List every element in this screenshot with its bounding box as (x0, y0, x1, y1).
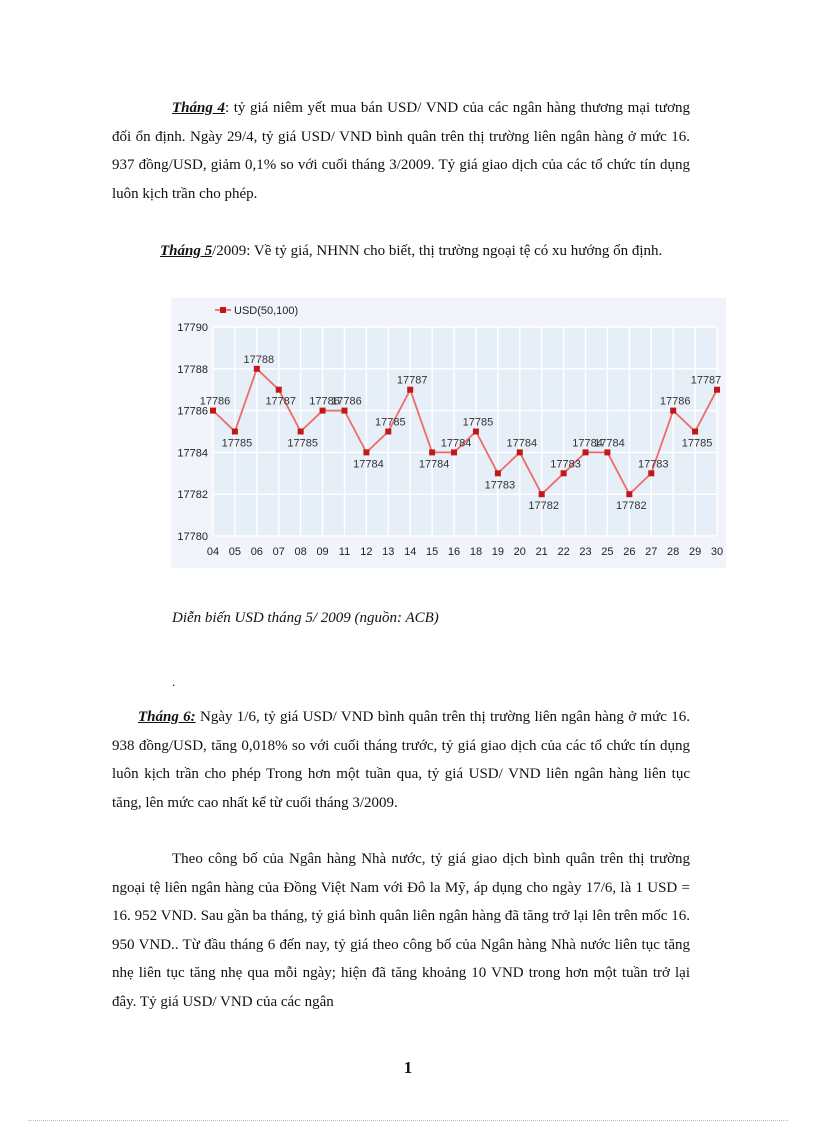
data-point-16 (561, 470, 567, 476)
y-tick-label-1: 17782 (177, 489, 208, 502)
data-label-1: 17785 (221, 437, 253, 450)
data-point-2 (254, 366, 260, 372)
data-label-18: 17784 (594, 437, 625, 450)
data-point-7 (363, 449, 369, 455)
x-tick-label-22: 29 (688, 546, 702, 558)
x-tick-label-16: 22 (557, 546, 570, 558)
paragraph-announcement: Theo công bố của Ngân hàng Nhà nước, tỷ giá giao dịch bình quân trên thị trường ngoại tệ liên ngân hàng của Đồng Việt Nam với Đô la Mỹ, áp dụng cho ngày 17/6, là 1 USD = 16. 952 VND. Sau gần ba tháng, tỷ giá bình quân liên ngân hàng đã tăng trở lại lên trên mốc 16. 950 VND.. Từ đầu tháng 6 đến nay, tỷ giá theo công bố của Ngân hàng Nhà nước liên tục tăng nhẹ liên tục tăng nhẹ qua mỗi ngày; hiện đã tăng khoảng 10 VND trong hơn một tuần trở lại đây. Tỷ giá USD/ VND của các ngân (112, 851, 690, 1010)
y-tick-label-0: 17780 (177, 531, 208, 543)
legend-marker (220, 307, 226, 313)
data-label-23: 17787 (690, 374, 722, 387)
usd-line-chart (171, 298, 726, 568)
x-tick-label-8: 13 (382, 546, 395, 558)
data-point-1 (232, 429, 238, 435)
data-label-16: 17783 (550, 458, 581, 471)
data-label-15: 17782 (528, 500, 559, 513)
data-label-21: 17786 (659, 395, 691, 408)
data-point-12 (473, 429, 479, 435)
x-tick-label-23: 30 (710, 546, 724, 558)
paragraph-june (112, 703, 690, 817)
x-tick-label-14: 20 (513, 546, 526, 558)
data-point-10 (429, 449, 435, 455)
data-label-5: 17786 (309, 395, 340, 408)
x-tick-label-10: 15 (426, 546, 439, 558)
data-point-6 (341, 408, 347, 414)
y-tick-label-3: 17786 (177, 405, 208, 418)
data-label-8: 17785 (375, 416, 406, 429)
x-tick-label-6: 11 (338, 546, 351, 558)
data-label-22: 17785 (681, 437, 713, 450)
x-tick-label-17: 23 (579, 546, 592, 558)
data-label-3: 17787 (265, 395, 297, 408)
x-tick-label-12: 18 (469, 546, 483, 558)
data-label-0: 17786 (199, 395, 231, 408)
lead-april: Tháng 4 (172, 100, 225, 116)
x-tick-label-7: 12 (360, 546, 373, 558)
data-label-11: 17784 (440, 437, 472, 450)
data-label-2: 17788 (243, 353, 275, 366)
x-tick-label-15: 21 (535, 546, 548, 558)
x-tick-label-3: 07 (272, 546, 285, 558)
data-point-23 (714, 387, 720, 393)
y-tick-label-2: 17784 (177, 447, 208, 460)
footer-divider (28, 1120, 788, 1121)
x-tick-label-20: 27 (645, 546, 658, 558)
data-label-19: 17782 (616, 500, 647, 513)
x-tick-label-2: 06 (250, 546, 263, 558)
x-tick-label-11: 16 (447, 546, 461, 558)
data-point-8 (385, 429, 391, 435)
data-label-12: 17785 (462, 416, 494, 429)
data-label-14: 17784 (506, 437, 538, 450)
data-point-9 (407, 387, 413, 393)
paragraph-april (112, 94, 690, 208)
lead-june: Tháng 6: (138, 709, 196, 725)
data-point-20 (648, 470, 654, 476)
y-tick-label-4: 17788 (177, 363, 208, 376)
data-label-10: 17784 (418, 458, 450, 471)
data-label-20: 17783 (637, 458, 669, 471)
data-point-17 (583, 449, 589, 455)
x-tick-label-4: 08 (294, 546, 307, 558)
chart-caption: Diễn biến USD tháng 5/ 2009 (nguồn: ACB) (172, 610, 439, 626)
data-point-13 (495, 470, 501, 476)
x-tick-label-19: 26 (623, 546, 636, 558)
x-tick-label-18: 25 (601, 546, 614, 558)
data-point-21 (670, 408, 676, 414)
data-point-3 (276, 387, 282, 393)
data-point-14 (517, 449, 523, 455)
data-point-11 (451, 449, 457, 455)
data-point-18 (604, 449, 610, 455)
data-label-6: 17786 (331, 395, 362, 408)
data-point-22 (692, 429, 698, 435)
text-june: Ngày 1/6, tỷ giá USD/ VND bình quân trên thị trường liên ngân hàng ở mức 16. 938 đồng/USD, tăng 0,018% so với cuối tháng trước, tỷ giá giao dịch của các tổ chức tín dụng luôn kịch trần cho phép Trong hơn một tuần qua, tỷ giá USD/ VND liên ngân hàng liên tục tăng, lên mức cao nhất kể từ cuối tháng 3/2009. (112, 709, 691, 811)
x-tick-label-0: 04 (206, 546, 220, 558)
paragraph-may (112, 237, 690, 266)
x-tick-label-21: 28 (667, 546, 680, 558)
y-tick-label-5: 17790 (177, 322, 208, 334)
stray-mark: . (172, 674, 176, 689)
x-tick-label-1: 05 (228, 546, 242, 558)
data-label-9: 17787 (396, 374, 428, 387)
x-tick-label-5: 09 (316, 546, 329, 558)
chart-svg (171, 298, 726, 568)
data-point-15 (539, 491, 545, 497)
text-may: /2009: Về tỷ giá, NHNN cho biết, thị trường ngoại tệ có xu hướng ổn định. (212, 243, 663, 259)
data-point-4 (298, 429, 304, 435)
x-tick-label-13: 19 (491, 546, 504, 558)
legend-label: USD(50,100) (234, 305, 299, 317)
data-point-5 (320, 408, 326, 414)
page-number: 1 (403, 1058, 413, 1077)
data-label-13: 17783 (484, 479, 516, 492)
x-tick-label-9: 14 (404, 546, 417, 558)
data-label-7: 17784 (353, 458, 384, 471)
data-label-4: 17785 (287, 437, 318, 450)
text-april: : tỷ giá niêm yết mua bán USD/ VND của các ngân hàng thương mại tương đối ổn định. Ngày 29/4, tỷ giá USD/ VND bình quân trên thị trường liên ngân hàng ở mức 16. 937 đồng/USD, giảm 0,1% so với cuối tháng 3/2009. Tỷ giá giao dịch của các tổ chức tín dụng luôn kịch trần cho phép. (112, 100, 690, 202)
data-point-19 (626, 491, 632, 497)
lead-may: Tháng 5 (160, 243, 213, 259)
data-point-0 (210, 408, 216, 414)
data-label-17: 17784 (572, 437, 603, 450)
